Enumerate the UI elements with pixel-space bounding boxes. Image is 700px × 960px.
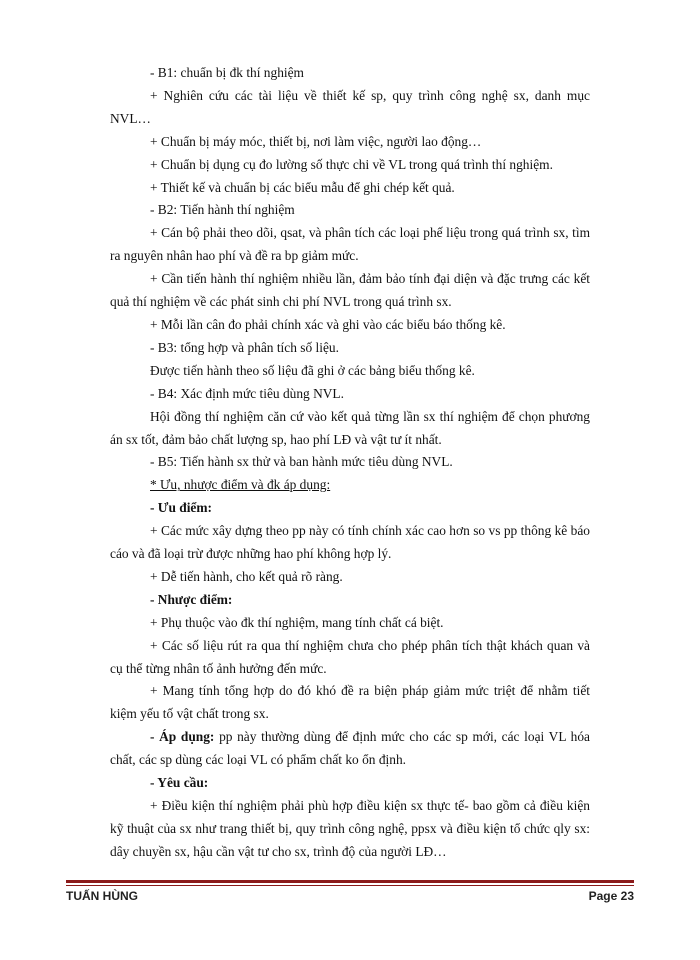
application-paragraph: [110, 726, 590, 772]
advantages-heading: - Ưu điểm:: [150, 500, 212, 516]
step-3-heading: - B3: tổng hợp và phân tích số liệu.: [150, 339, 339, 355]
paragraph: Hội đồng thí nghiệm căn cứ vào kết quả từng lần sx thí nghiệm để chọn phương án sx tốt, đảm bảo chất lượng sp, hao phí LĐ và vật tư ít nhất.: [110, 408, 590, 447]
paragraph: + Các mức xây dựng theo pp này có tính chính xác cao hơn so vs pp thông kê báo cáo và đã loại trừ được những hao phí không hợp lý.: [110, 523, 590, 562]
requirements-heading: - Yêu cầu:: [150, 775, 209, 791]
body-text: [110, 62, 590, 864]
footer-rule: [66, 880, 634, 883]
footer-author: TUẤN HÙNG: [66, 889, 138, 903]
paragraph: + Cán bộ phải theo dõi, qsat, và phân tích các loại phế liệu trong quá trình sx, tìm ra nguyên nhân hao phí và đề ra bp giảm mức.: [110, 225, 590, 264]
step-5-heading: - B5: Tiến hành sx thử và ban hành mức tiêu dùng NVL.: [150, 454, 453, 470]
step-2-heading: - B2: Tiến hành thí nghiệm: [150, 202, 295, 218]
section-heading: * Ưu, nhược điểm và đk áp dụng:: [150, 477, 331, 493]
paragraph: + Cần tiến hành thí nghiệm nhiều lần, đảm bảo tính đại diện và đặc trưng các kết quả thí nghiệm về các phát sinh chi phí NVL trong quá trình sx.: [110, 271, 590, 310]
application-text: pp này thường dùng để định mức cho các sp mới, các loại VL hóa chất, các sp dùng các loại VL có phẩm chất ko ổn định.: [110, 729, 590, 768]
footer-rule-thin: [66, 885, 634, 886]
application-label: - Áp dụng:: [150, 729, 215, 745]
paragraph: Được tiến hành theo số liệu đã ghi ở các bảng biểu thống kê.: [150, 362, 475, 378]
paragraph: + Mỗi lần cân đo phải chính xác và ghi vào các biểu báo thống kê.: [150, 316, 506, 332]
page-number: Page 23: [588, 889, 634, 903]
paragraph: + Chuẩn bị máy móc, thiết bị, nơi làm việc, người lao động…: [150, 133, 482, 149]
paragraph: + Mang tính tổng hợp do đó khó đề ra biện pháp giảm mức triệt để nhằm tiết kiệm yếu tố vật chất trong sx.: [110, 683, 590, 722]
paragraph: + Điều kiện thí nghiệm phải phù hợp điều kiện sx thực tế- bao gồm cả điều kiện kỹ thuật của sx như trang thiết bị, quy trình công nghệ, ppsx và điều kiện tổ chức qly sx: dây chuyền sx, hậu cần vật tư cho sx, trình độ của người LĐ…: [110, 798, 590, 859]
disadvantages-heading: - Nhược điểm:: [150, 591, 233, 607]
paragraph: + Phụ thuộc vào đk thí nghiệm, mang tính chất cá biệt.: [150, 614, 444, 630]
paragraph: + Các số liệu rút ra qua thí nghiệm chưa cho phép phân tích thật khách quan và cụ thể từng nhân tố ảnh hưởng đến mức.: [110, 637, 590, 676]
step-1-heading: - B1: chuẩn bị đk thí nghiệm: [150, 65, 304, 80]
paragraph: + Dễ tiến hành, cho kết quả rõ ràng.: [150, 568, 343, 584]
paragraph: + Chuẩn bị dụng cụ đo lường số thực chi về VL trong quá trình thí nghiệm.: [150, 156, 553, 172]
step-4-heading: - B4: Xác định mức tiêu dùng NVL.: [150, 385, 344, 401]
paragraph: + Nghiên cứu các tài liệu về thiết kế sp, quy trình công nghệ sx, danh mục NVL…: [110, 87, 590, 126]
paragraph: + Thiết kế và chuẩn bị các biểu mẫu để ghi chép kết quả.: [150, 179, 455, 195]
